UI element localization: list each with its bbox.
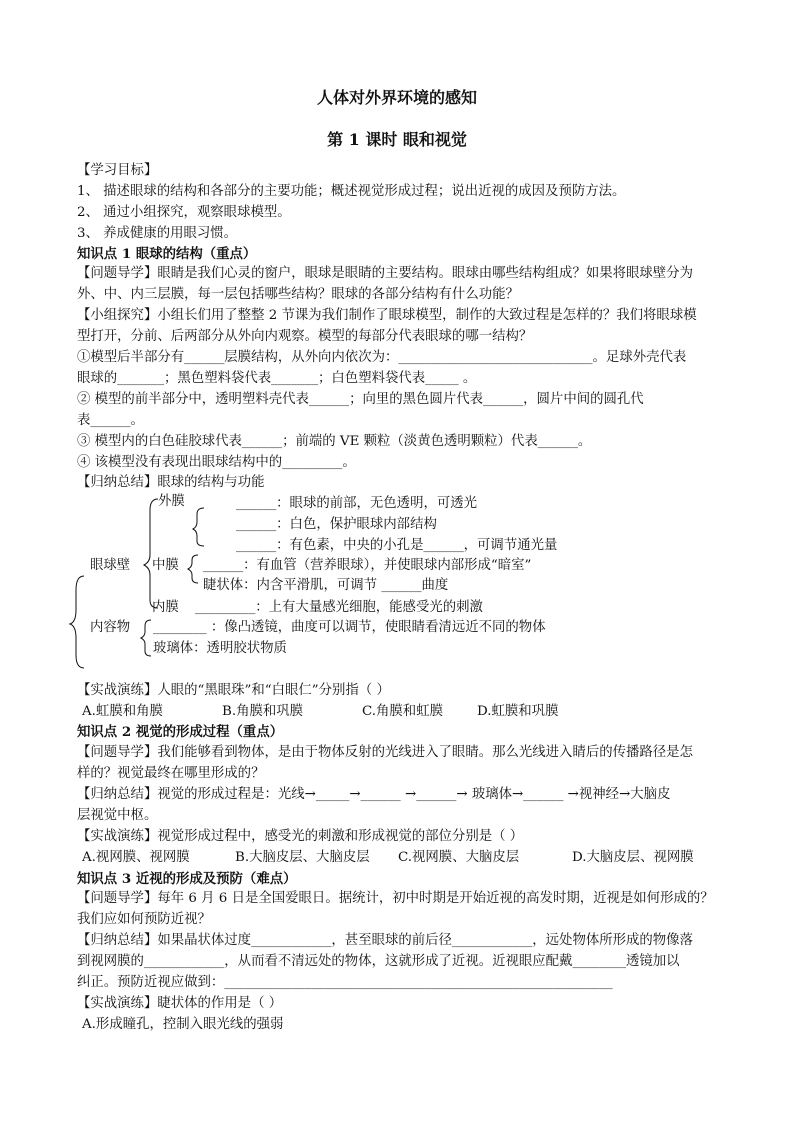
k1-option-c: C.角膜和虹膜 <box>362 704 443 719</box>
k2-summary-line-1: 【归纳总结】视觉的形成过程是：光线→_____→______ →______→ 玻璃体→______ →视神经→大脑皮 <box>77 787 671 802</box>
k2-option-a: A.视网膜、视网膜 <box>82 850 190 865</box>
k3-practice-question: 【实战演练】睫状体的作用是（ ） <box>77 996 283 1011</box>
inner-item-retina: _________：上有大量感光细胞，能感受光的刺激 <box>195 600 483 615</box>
k3-summary-line-1: 【归纳总结】如果晶状体过度____________，甚至眼球的前后径____________，远处物体所形成的物像落 <box>77 933 693 948</box>
k1-practice-question: 【实战演练】人眼的“黑眼珠”和“白眼仁”分别指（ ） <box>77 683 390 698</box>
k1-fill-line-1: ①模型后半部分有______层膜结构，从外向内依次为：_____________________________。足球外壳代表 <box>77 350 687 365</box>
k2-question-line-1: 【问题导学】我们能够看到物体，是由于物体反射的光线进入了眼睛。那么光线进入睛后的传播路径是怎 <box>77 745 693 760</box>
goal-item-1: 1、 描述眼球的结构和各部分的主要功能；概述视觉形成过程；说出近视的成因及预防方法。 <box>77 184 626 199</box>
k1-question-line-2: 外、中、内三层膜，每一层包括哪些结构？眼球的各部分结构有什么功能？ <box>77 287 519 302</box>
middle-layer-label: 中膜 <box>152 558 179 573</box>
outer-layer-label: 外膜 <box>158 494 185 509</box>
middle-item-ciliary: 睫状体：内含平滑肌，可调节 ______曲度 <box>203 578 449 593</box>
goal-item-3: 3、 养成健康的用眼习惯。 <box>77 226 238 241</box>
inner-layer-label: 内膜 <box>152 600 179 615</box>
lesson-subtitle: 第 1 课时 眼和视觉 <box>327 130 467 149</box>
k1-heading: 知识点 1 眼球的结构（重点） <box>77 246 257 262</box>
content-item-vitreous: 玻璃体：透明胶状物质 <box>153 641 287 656</box>
k1-fill-line-4: 表______。 <box>77 413 144 428</box>
k2-practice-question: 【实战演练】视觉形成过程中，感受光的刺激和形成视觉的部位分别是（ ） <box>77 829 524 844</box>
outer-item-iris: ______：有色素，中央的小孔是______，可调节通光量 <box>236 538 558 553</box>
outer-item-sclera: ______：白色，保护眼球内部结构 <box>236 517 437 532</box>
k3-summary-line-2: 到视网膜的____________，从而看不清远处的物体，这就形成了近视。近视眼应配戴________透镜加以 <box>77 954 680 969</box>
k3-heading: 知识点 3 近视的形成及预防（难点） <box>77 871 297 887</box>
k3-summary-line-3: 纠正。预防近视应做到：__________________________________________________________ <box>77 975 613 990</box>
k1-question-line-1: 【问题导学】眼睛是我们心灵的窗户，眼球是眼睛的主要结构。眼球由哪些结构组成？如果将眼球壁分为 <box>77 266 693 281</box>
k3-question-line-2: 我们应如何预防近视？ <box>77 912 211 927</box>
k1-option-b: B.角膜和巩膜 <box>222 704 304 719</box>
page-title: 人体对外界环境的感知 <box>316 88 477 107</box>
k1-fill-line-5: ③ 模型内的白色硅胶球代表______；前端的 VE 颗粒（淡黄色透明颗粒）代表______。 <box>77 434 592 449</box>
outer-item-cornea: ______：眼球的前部，无色透明，可透光 <box>236 496 478 511</box>
k1-fill-line-2: 眼球的_______；黑色塑料袋代表_______；白色塑料袋代表_____ 。 <box>77 371 477 386</box>
goal-item-2: 2、 通过小组探究，观察眼球模型。 <box>77 205 291 220</box>
k1-option-a: A.虹膜和角膜 <box>82 704 163 719</box>
contents-label: 内容物 <box>90 620 131 635</box>
k2-question-line-2: 样的？视觉最终在哪里形成的？ <box>77 766 265 781</box>
k1-explore-line-1: 【小组探究】小组长们用了整整 2 节课为我们制作了眼球模型，制作的大致过程是怎样的？我们将眼球模 <box>77 308 697 323</box>
k3-question-line-1: 【问题导学】每年 6 月 6 日是全国爱眼日。据统计，初中时期是开始近视的高发时期，近视是如何形成的？ <box>77 891 714 906</box>
goals-heading: 【学习目标】 <box>77 163 158 178</box>
k1-explore-line-2: 型打开，分前、后两部分从外向内观察。模型的每部分代表眼球的哪一结构？ <box>77 329 533 344</box>
k2-summary-line-2: 层视觉中枢。 <box>77 808 158 823</box>
k2-option-c: C.视网膜、大脑皮层 <box>398 850 520 865</box>
k3-option-a: A.形成瞳孔，控制入眼光线的强弱 <box>82 1017 284 1032</box>
middle-item-choroid: ______：有血管（营养眼球），并使眼球内部形成“暗室” <box>203 558 532 573</box>
content-item-lens: ________ ：像凸透镜，曲度可以调节，使眼睛看清远近不同的物体 <box>153 620 546 635</box>
k1-option-d: D.虹膜和巩膜 <box>477 704 559 719</box>
k1-fill-line-3: ② 模型的前半部分中，透明塑料壳代表______；向里的黑色圆片代表______，圆片中间的圆孔代 <box>77 392 644 407</box>
k1-fill-line-6: ④ 该模型没有表现出眼球结构中的_________。 <box>77 455 356 470</box>
eyeball-wall-label: 眼球壁 <box>90 558 131 573</box>
k2-heading: 知识点 2 视觉的形成过程（重点） <box>77 724 284 740</box>
k1-summary-heading: 【归纳总结】眼球的结构与功能 <box>77 475 265 490</box>
k2-option-b: B.大脑皮层、大脑皮层 <box>235 850 370 865</box>
k2-option-d: D.大脑皮层、视网膜 <box>572 850 694 865</box>
